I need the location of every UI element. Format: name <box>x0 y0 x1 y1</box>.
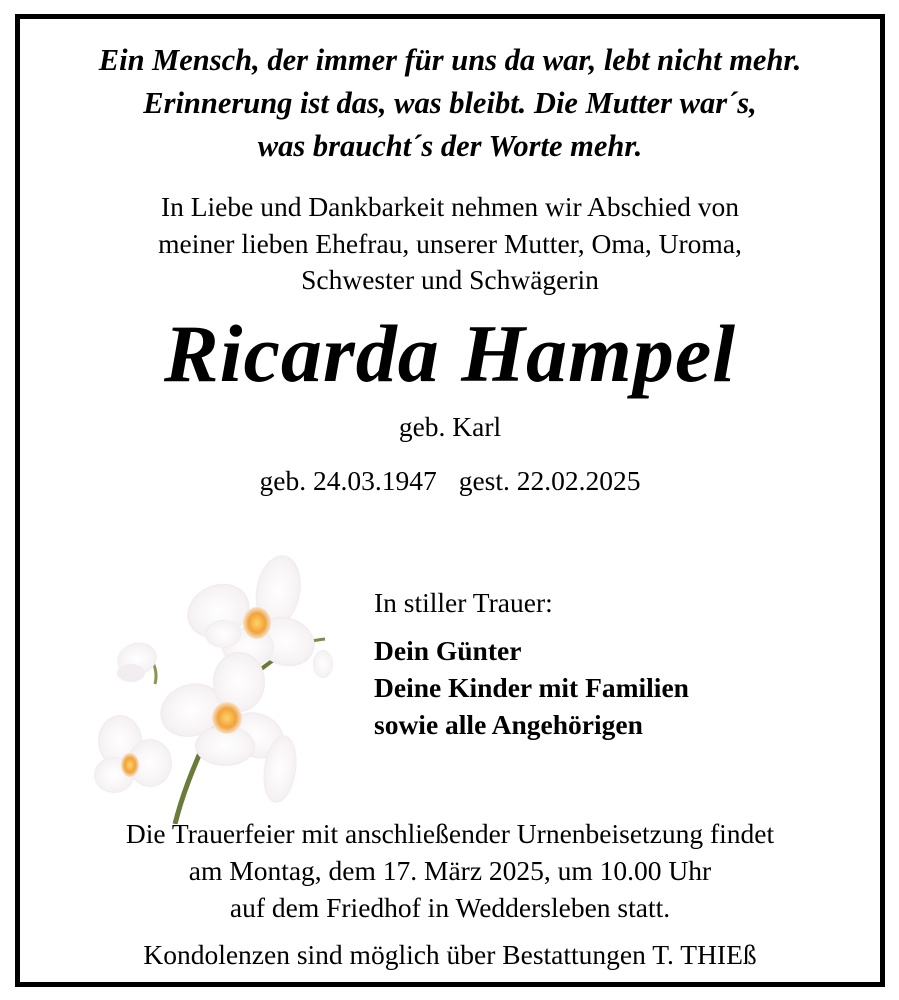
death-date: gest. 22.02.2025 <box>458 465 641 496</box>
maiden-name: geb. Karl <box>398 411 502 442</box>
mourner-name: sowie alle Angehörigen <box>374 709 643 740</box>
intro-line: Schwester und Schwägerin <box>301 264 599 295</box>
service-line: auf dem Friedhof in Weddersleben statt. <box>229 892 671 923</box>
life-dates <box>20 463 880 499</box>
memorial-quote <box>20 39 880 168</box>
funeral-service-info <box>20 815 880 926</box>
service-line: Die Trauerfeier mit anschließender Urnenbeisetzung findet <box>125 818 775 849</box>
mourner-name: Dein Günter <box>374 635 522 666</box>
mourner-name: Deine Kinder mit Familien <box>374 672 689 703</box>
service-line: am Montag, dem 17. März 2025, um 10.00 Uhr <box>188 855 712 886</box>
intro-line: In Liebe und Dankbarkeit nehmen wir Abschied von <box>160 191 740 222</box>
intro-line: meiner lieben Ehefrau, unserer Mutter, Oma, Uroma, <box>158 227 742 259</box>
obituary-frame <box>15 14 885 987</box>
quote-line: Erinnerung ist das, was bleibt. Die Mutter war´s, <box>143 86 757 120</box>
farewell-intro <box>20 189 880 299</box>
mourners-list <box>374 632 689 743</box>
mourners-block <box>374 584 689 743</box>
quote-line: Ein Mensch, der immer für uns da war, lebt nicht mehr. <box>98 43 802 77</box>
deceased-name: Ricarda Hampel <box>163 308 737 399</box>
white-orchid-icon <box>75 524 335 824</box>
birth-date: geb. 24.03.1947 <box>259 465 437 496</box>
mourners-lead: In stiller Trauer: <box>374 587 553 618</box>
condolence-note: Kondolenzen sind möglich über Bestattungen T. THIEß <box>143 939 757 970</box>
quote-line: was braucht´s der Worte mehr. <box>257 129 643 163</box>
